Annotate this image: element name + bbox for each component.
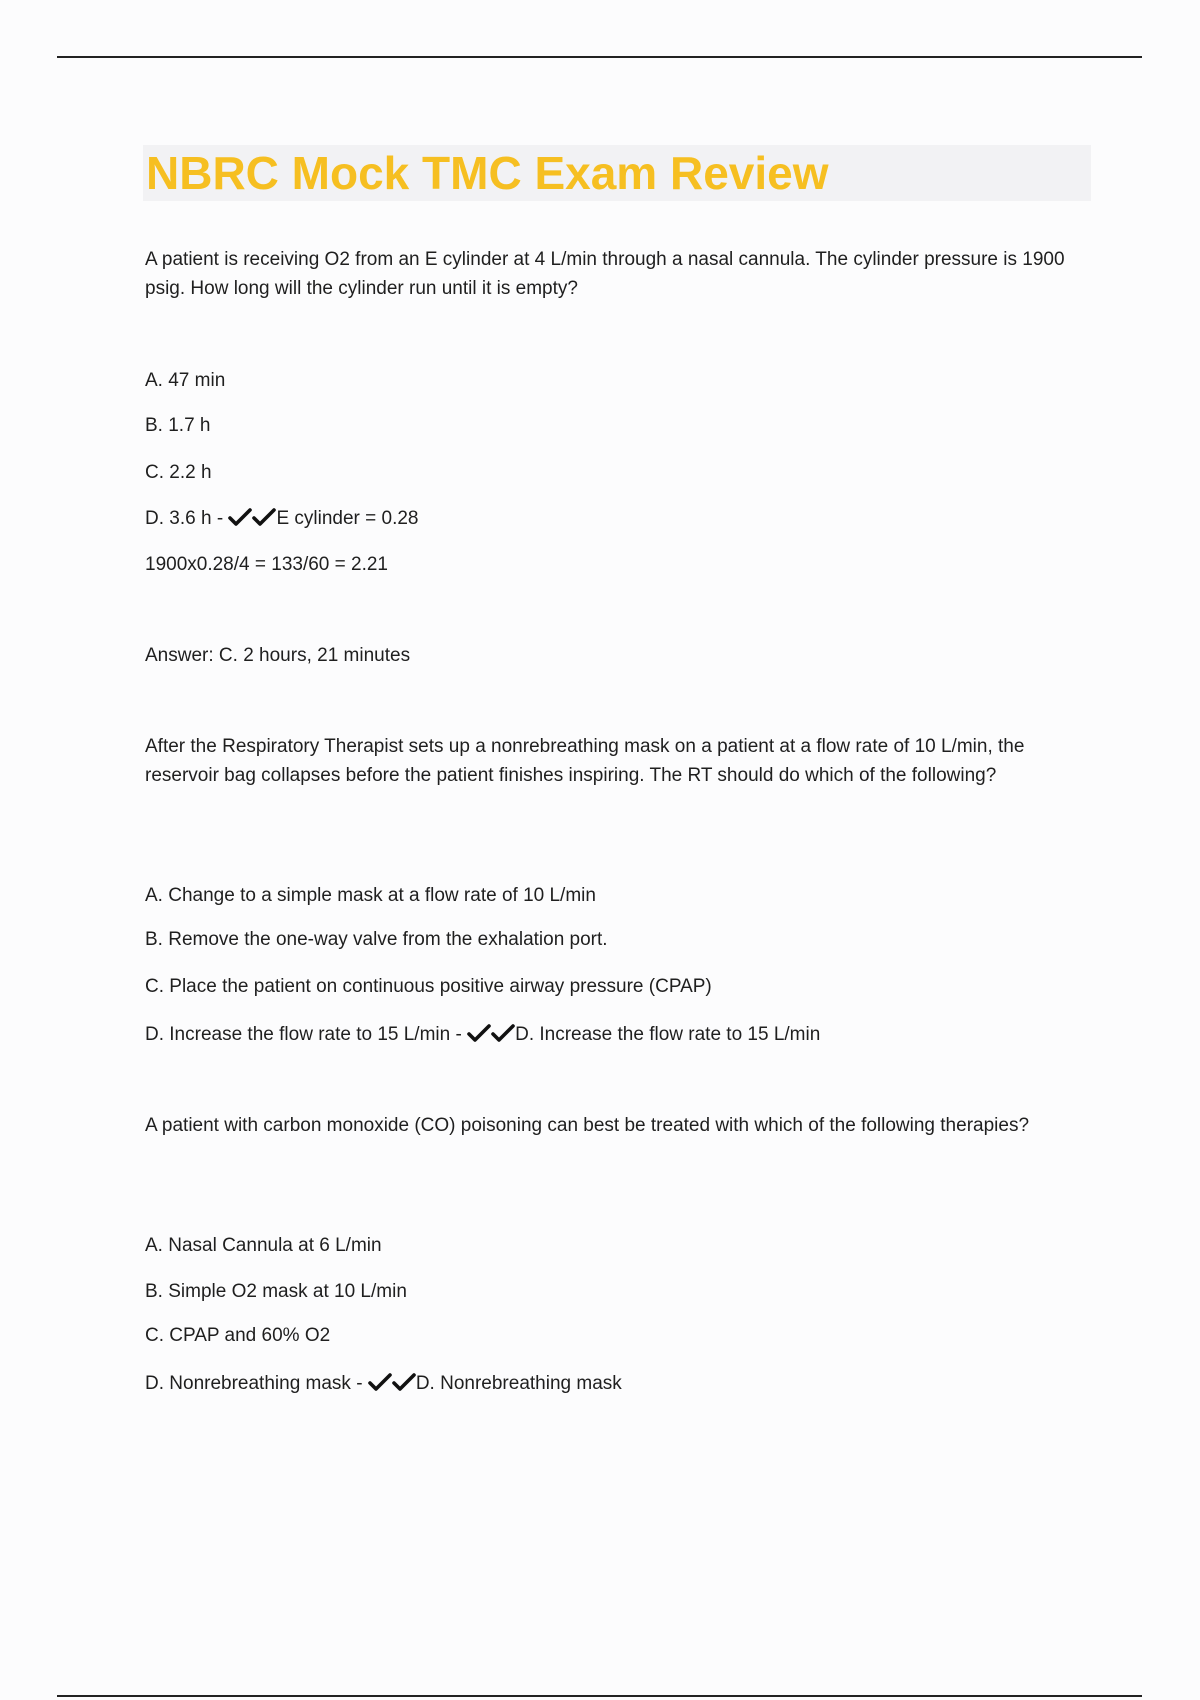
question-2-option-c: C. Place the patient on continuous positive airway pressure (CPAP): [145, 976, 712, 997]
question-1-option-a: A. 47 min: [145, 370, 226, 391]
question-1-option-b: B. 1.7 h: [145, 415, 211, 436]
question-1-option-c: C. 2.2 h: [145, 462, 212, 483]
checkmark-icon: [467, 1023, 491, 1043]
checkmark-icon: [392, 1372, 416, 1392]
question-2-stem: After the Respiratory Therapist sets up a nonrebreathing mask on a patient at a flow rate of 10 L/min, the reservoir bag collapses before the patient finishes inspiring. The RT should do which of the following?: [145, 736, 1025, 786]
question-2-marked-answer: D. Increase the flow rate to 15 L/min: [515, 1024, 821, 1045]
question-1-answer: Answer: C. 2 hours, 21 minutes: [145, 645, 411, 666]
question-3-option-a: A. Nasal Cannula at 6 L/min: [145, 1235, 382, 1256]
checkmark-icon: [368, 1372, 392, 1392]
bottom-rule: [57, 1695, 1142, 1697]
question-3-option-b: B. Simple O2 mask at 10 L/min: [145, 1281, 407, 1302]
question-1-calculation: 1900x0.28/4 = 133/60 = 2.21: [145, 554, 388, 575]
question-3-option-c: C. CPAP and 60% O2: [145, 1325, 331, 1346]
question-1-option-d: D. 3.6 h -: [145, 508, 224, 529]
question-3-stem: A patient with carbon monoxide (CO) poisoning can best be treated with which of the following therapies?: [145, 1115, 1030, 1136]
top-rule: [57, 56, 1142, 58]
checkmark-icon: [252, 507, 276, 527]
question-1-marked-answer: E cylinder = 0.28: [276, 508, 419, 529]
question-1-option-d-row: [145, 504, 419, 533]
question-1-stem: A patient is receiving O2 from an E cylinder at 4 L/min through a nasal cannula. The cylinder pressure is 1900 psig. How long will the cylinder run until it is empty?: [145, 249, 1065, 299]
question-2-option-b: B. Remove the one-way valve from the exhalation port.: [145, 929, 608, 950]
checkmark-icon: [228, 507, 252, 527]
question-2-option-a: A. Change to a simple mask at a flow rate of 10 L/min: [145, 885, 596, 906]
question-3-marked-answer: D. Nonrebreathing mask: [415, 1373, 622, 1394]
question-3-option-d-row: [145, 1369, 622, 1398]
page-title: NBRC Mock TMC Exam Review: [146, 147, 829, 199]
question-2-option-d-row: [145, 1020, 820, 1049]
question-2-option-d: D. Increase the flow rate to 15 L/min -: [145, 1024, 462, 1045]
question-3-option-d: D. Nonrebreathing mask -: [145, 1373, 363, 1394]
checkmark-icon: [491, 1023, 515, 1043]
